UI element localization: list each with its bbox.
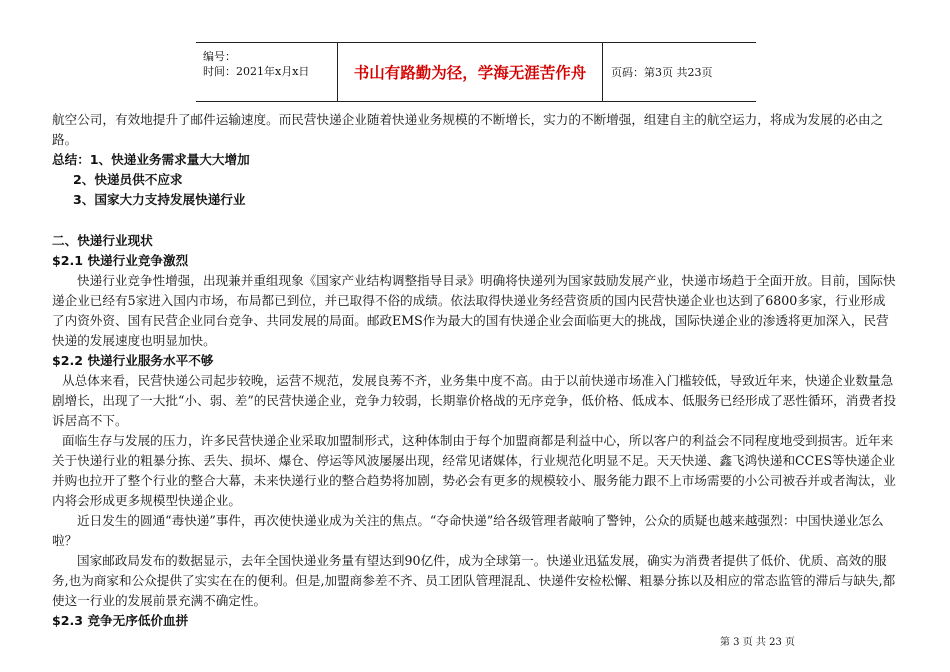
summary-item-1: 总结：1、快递业务需求量大大增加 xyxy=(52,152,250,167)
summary-item-3: 3、国家大力支持发展快递行业 xyxy=(73,192,246,207)
summary-item-2: 2、快递员供不应求 xyxy=(73,172,183,187)
paragraph: 快递行业竞争性增强，出现兼并重组现象《国家产业结构调整指导目录》明确将快递列为国家鼓励发展产业，快递市场趋于全面开放。目前，国际快递企业已经有5家进入国内市场，布局都已到位，并已取得不俗的成绩。依法取得快递业务经营资质的国内民营快递企业也达到了6800多家，行业形成了内资外资、国有民营企业同台竞争、共同发展的局面。邮政EMS作为最大的国有快递企业会面临更大的挑战，国际快递企业的渗透将更加深入，民营快递的发展速度也明显加快。 xyxy=(52,273,896,348)
page-header xyxy=(196,42,756,102)
time-label: 时间：2021年x月x日 xyxy=(203,65,310,78)
paragraph: 航空公司，有效地提升了邮件运输速度。而民营快递企业随着快递业务规模的不断增长，实力的不断增强，组建自主的航空运力，将成为发展的必由之路。 xyxy=(52,112,884,147)
subsection-title-2-1: $2.1 快递行业竞争激烈 xyxy=(52,253,189,268)
paragraph: 近日发生的圆通“毒快递”事件，再次使快递业成为关注的焦点。“夺命快递”给各级管理者敲响了警钟，公众的质疑也越来越强烈：中国快递业怎么啦？ xyxy=(52,513,884,548)
number-label: 编号： xyxy=(203,50,236,63)
header-page-label: 页码：第3页 共23页 xyxy=(611,66,713,79)
header-motto: 书山有路勤为径，学海无涯苦作舟 xyxy=(338,43,603,101)
page-footer: 第 3 页 共 23 页 xyxy=(720,637,795,648)
paragraph: 面临生存与发展的压力，许多民营快递企业采取加盟制形式，这种体制由于每个加盟商都是利益中心，所以客户的利益会不同程度地受到损害。近年来关于快递行业的粗暴分拣、丢失、损坏、爆仓、停运等风波屡屡出现，经常见诸媒体，行业规范化明显不足。天天快递、鑫飞鸿快递和CCES等快递企业并购也拉开了整个行业的整合大幕，未来快递行业的整合趋势将加剧，势必会有更多的规模较小、服务能力跟不上市场需要的小公司被吞并或者淘汰，业内将会形成更多规模型快递企业。 xyxy=(52,433,896,508)
document-body xyxy=(52,110,897,631)
paragraph: 从总体来看，民营快递公司起步较晚，运营不规范，发展良莠不齐，业务集中度不高。由于以前快递市场准入门槛较低，导致近年来，快递企业数量急剧增长，出现了一大批“小、弱、差”的民营快递企业，竞争力较弱，长期靠价格战的无序竞争，低价格、低成本、低服务已经形成了恶性循环，消费者投诉居高不下。 xyxy=(52,373,897,428)
header-meta xyxy=(196,43,338,101)
section-title: 二、快递行业现状 xyxy=(52,233,153,248)
paragraph: 国家邮政局发布的数据显示，去年全国快递业务量有望达到90亿件，成为全球第一。快递业迅猛发展，确实为消费者提供了低价、优质、高效的服务,也为商家和公众提供了实实在在的便利。但是,加盟商参差不齐、员工团队管理混乱、快递件安检松懈、粗暴分拣以及相应的常态监管的滞后与缺失,都使这一行业的发展前景充满不确定性。 xyxy=(52,553,896,608)
subsection-title-2-3: $2.3 竞争无序低价血拼 xyxy=(52,613,189,628)
subsection-title-2-2: $2.2 快递行业服务水平不够 xyxy=(52,353,214,368)
